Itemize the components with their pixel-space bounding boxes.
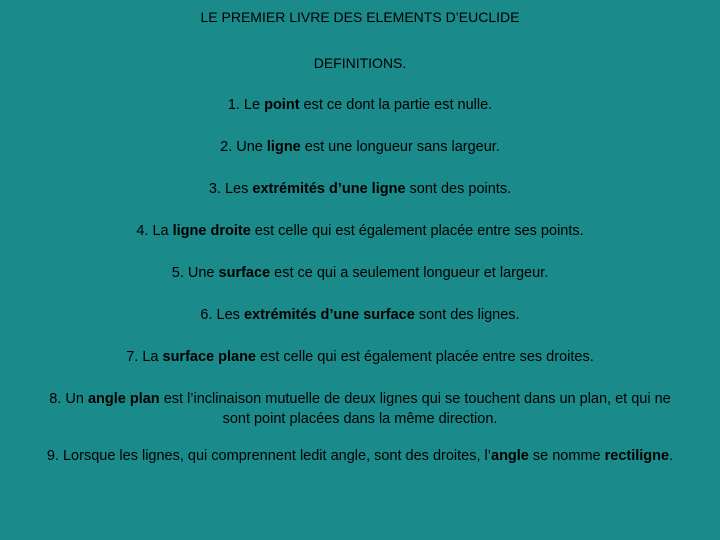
definition-text: est celle qui est également placée entre ses droites. xyxy=(256,349,594,365)
definition-term: angle xyxy=(491,448,529,464)
definition-text: est ce dont la partie est nulle. xyxy=(299,97,493,113)
definition-term: surface plane xyxy=(162,349,257,365)
definition-text: Lorsque les lignes, qui comprennent ledit angle, sont des droites, l’ xyxy=(58,448,491,464)
definition-text: La xyxy=(148,223,173,239)
definition-number: 8. xyxy=(49,391,62,407)
definition-term: surface xyxy=(218,265,271,281)
definition-number: 1. xyxy=(227,97,240,113)
definition-text: est l’inclinaison mutuelle de deux lignes qui se touchent dans un plan, et qui ne sont point placées dans la même direction. xyxy=(159,391,671,427)
definition-text: Le xyxy=(239,97,265,113)
definition-text: . xyxy=(669,448,674,464)
definition-2 xyxy=(0,137,720,157)
definition-text: est une longueur sans largeur. xyxy=(300,139,500,155)
definition-term: rectiligne xyxy=(604,448,670,464)
definition-number: 6. xyxy=(200,307,213,323)
definition-term: angle plan xyxy=(87,391,160,407)
definition-text: Une xyxy=(232,139,267,155)
definition-text: sont des points. xyxy=(405,181,512,197)
definition-text: Les xyxy=(220,181,253,197)
definition-term: point xyxy=(264,97,300,113)
definition-term: ligne xyxy=(266,139,301,155)
definition-6 xyxy=(0,305,720,325)
definition-text: Une xyxy=(183,265,219,281)
definition-number: 2. xyxy=(220,139,233,155)
definition-number: 9. xyxy=(46,448,59,464)
definition-7 xyxy=(0,347,720,367)
page-title: LE PREMIER LIVRE DES ELEMENTS D’EUCLIDE xyxy=(200,9,520,25)
definition-4 xyxy=(0,221,720,241)
definition-text: sont des lignes. xyxy=(414,307,520,323)
definition-text: est ce qui a seulement longueur et largeur. xyxy=(270,265,549,281)
definition-1 xyxy=(0,95,720,115)
definition-term: extrémités d’une surface xyxy=(243,307,415,323)
definition-text: se nomme xyxy=(528,448,605,464)
section-heading: DEFINITIONS. xyxy=(313,55,407,71)
definition-number: 3. xyxy=(208,181,221,197)
definition-8 xyxy=(0,389,720,429)
definition-9 xyxy=(0,446,720,466)
definition-term: ligne droite xyxy=(172,223,251,239)
definitions-list xyxy=(0,95,720,466)
definition-text: Les xyxy=(212,307,244,323)
definition-text: est celle qui est également placée entre ses points. xyxy=(250,223,584,239)
definition-text: La xyxy=(138,349,163,365)
definition-number: 5. xyxy=(171,265,184,281)
definition-number: 7. xyxy=(126,349,139,365)
definition-text: Un xyxy=(61,391,88,407)
definition-5 xyxy=(0,263,720,283)
definition-3 xyxy=(0,179,720,199)
definition-number: 4. xyxy=(136,223,149,239)
definition-term: extrémités d’une ligne xyxy=(252,181,406,197)
